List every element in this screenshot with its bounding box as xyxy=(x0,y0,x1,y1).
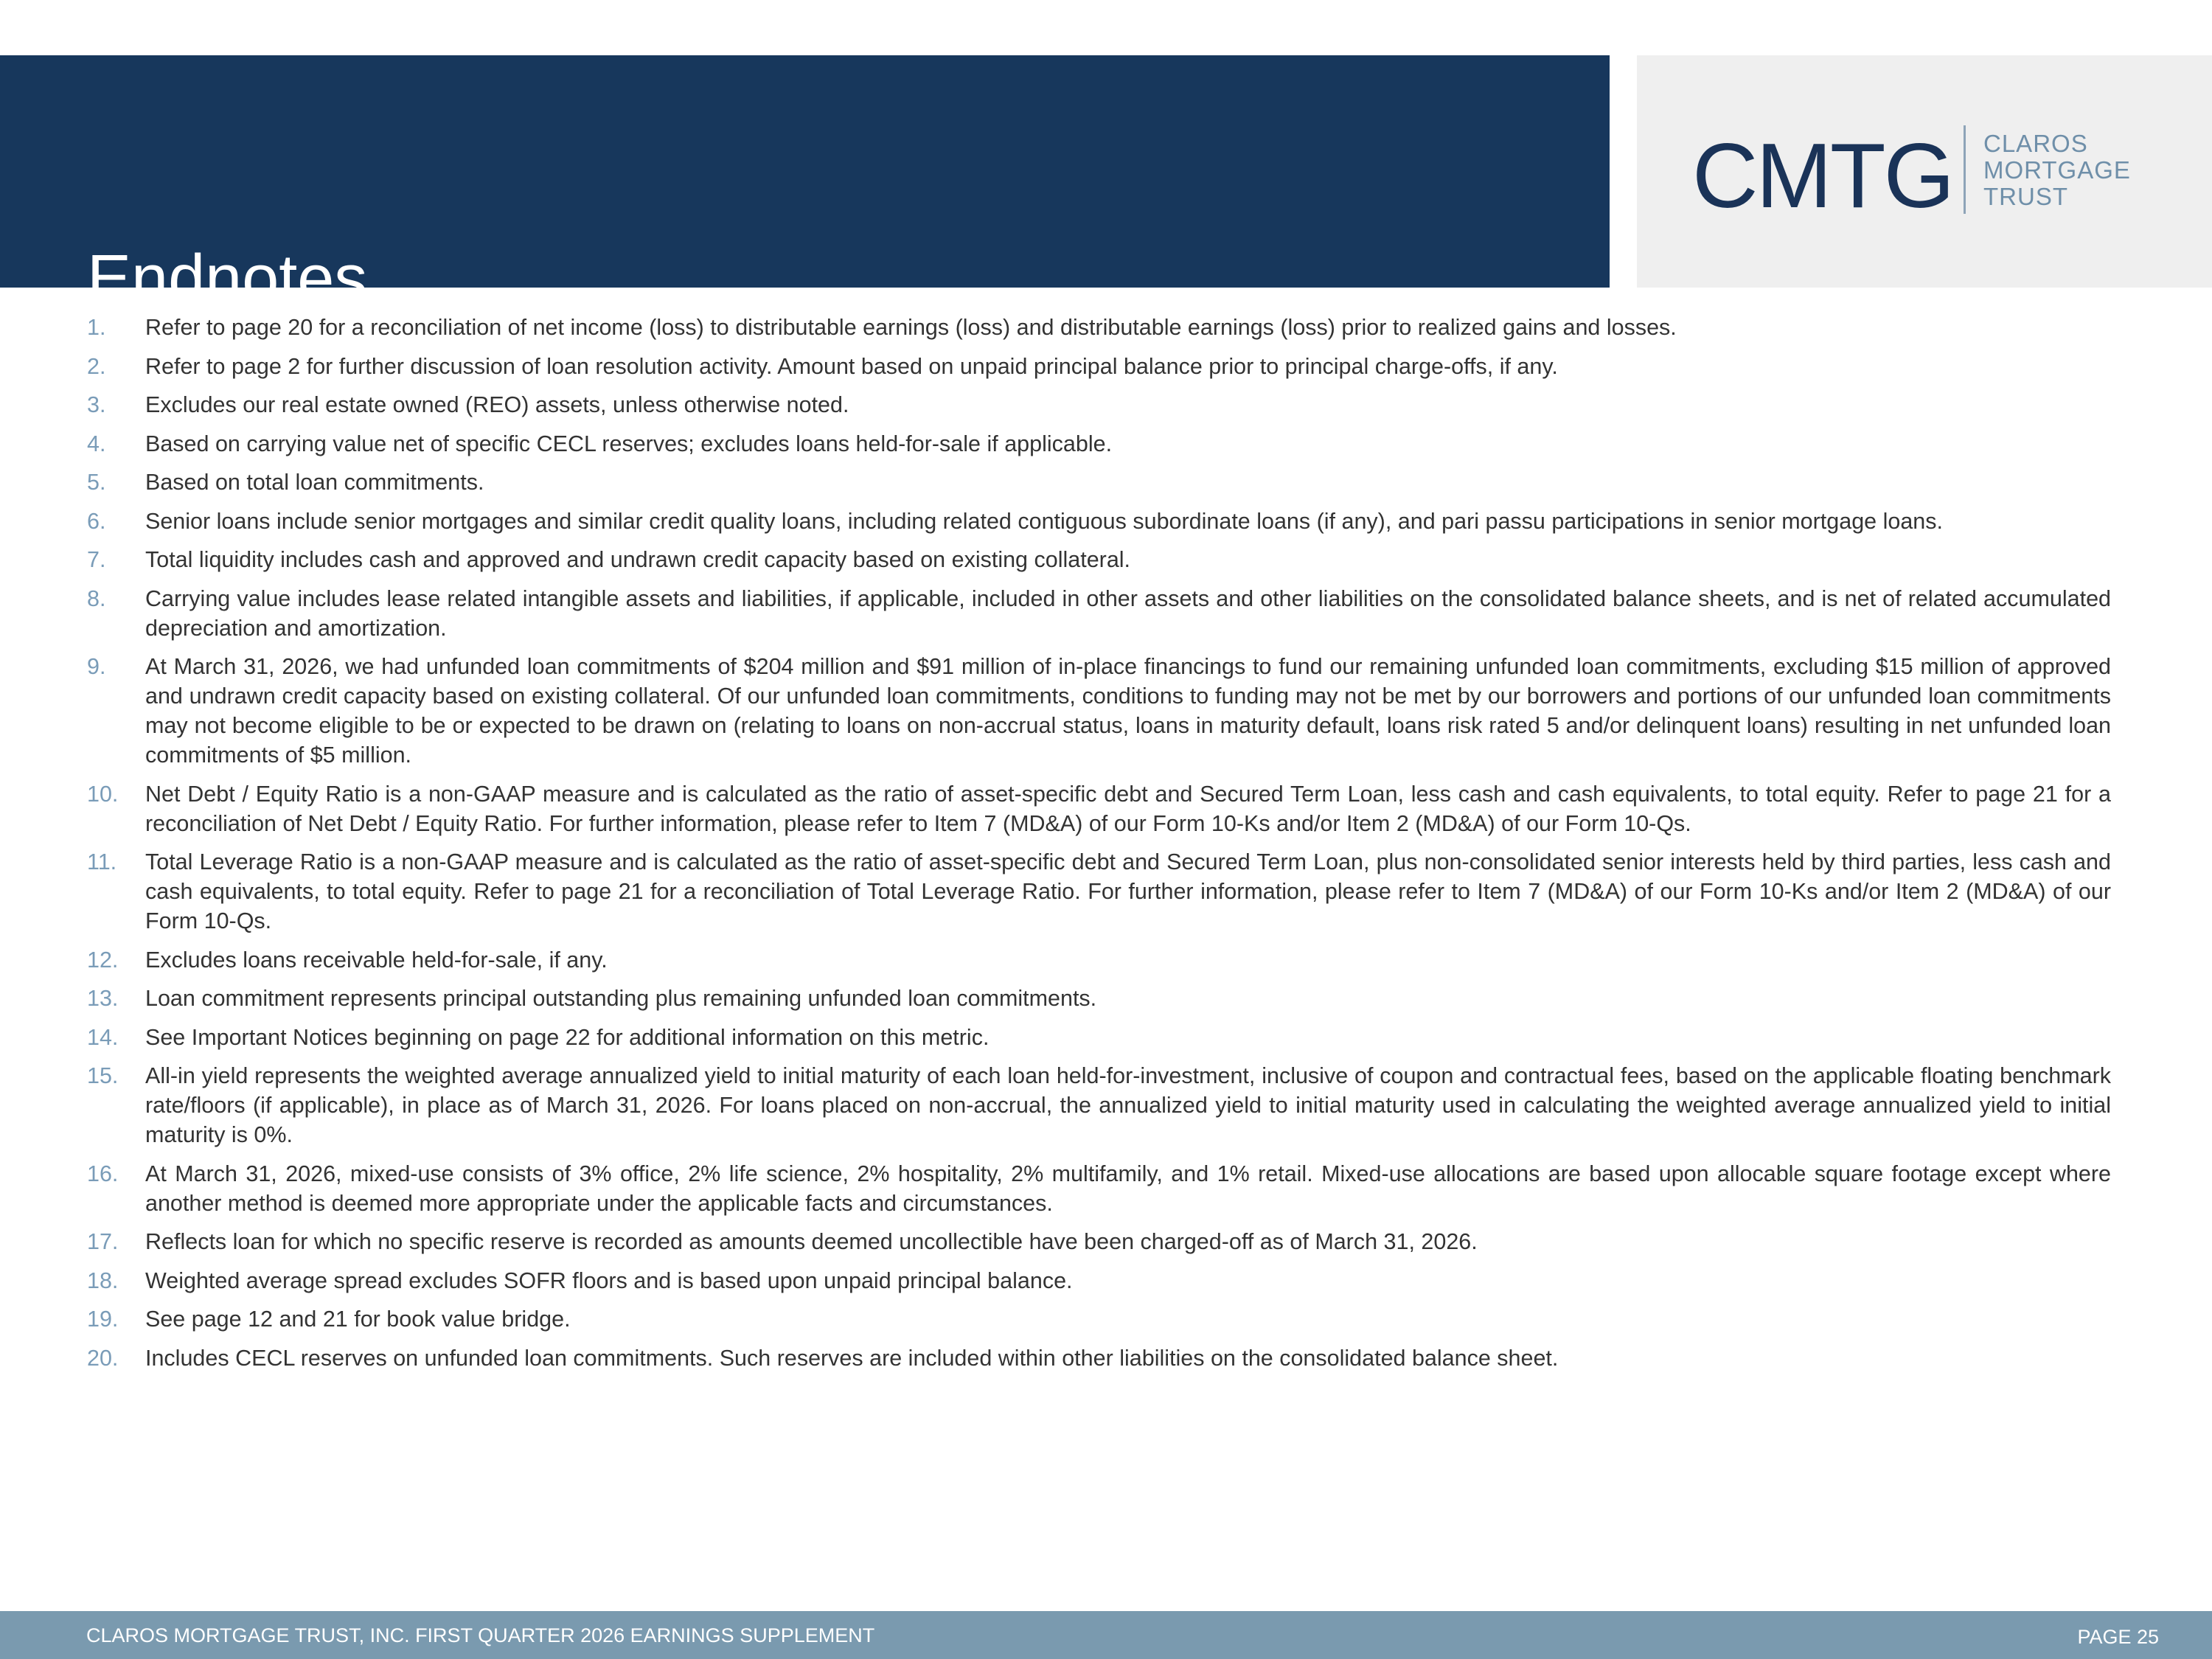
endnote-item xyxy=(87,429,2111,459)
endnote-text: See page 12 and 21 for book value bridge. xyxy=(145,1307,571,1332)
endnote-number: 11. xyxy=(87,849,117,874)
endnote-number: 1. xyxy=(87,315,106,340)
endnote-number: 4. xyxy=(87,431,106,456)
endnote-item xyxy=(87,390,2111,420)
endnote-number: 8. xyxy=(87,585,106,611)
endnote-item xyxy=(87,779,2111,838)
endnote-number: 13. xyxy=(87,986,119,1011)
endnote-number: 2. xyxy=(87,353,106,379)
logo-word-mortgage: MORTGAGE xyxy=(1983,156,2131,184)
endnote-number: 20. xyxy=(87,1345,119,1371)
endnote-item xyxy=(87,467,2111,497)
endnote-number: 14. xyxy=(87,1024,119,1050)
endnote-text: Refer to page 20 for a reconciliation of net income (loss) to distributable earnings (loss) and distributable earnings (loss) prior to realized gains and losses. xyxy=(145,315,1677,340)
endnote-item xyxy=(87,1159,2111,1218)
endnote-item xyxy=(87,1266,2111,1295)
endnote-text: Reflects loan for which no specific reserve is recorded as amounts deemed uncollectible have been charged-off as of March 31, 2026. xyxy=(145,1229,1478,1254)
endnote-number: 3. xyxy=(87,392,106,417)
logo-panel xyxy=(1637,55,2212,288)
footer-document-title: CLAROS MORTGAGE TRUST, INC. FIRST QUARTER 2026 EARNINGS SUPPLEMENT xyxy=(86,1624,875,1646)
endnote-text: Includes CECL reserves on unfunded loan commitments. Such reserves are included within other liabilities on the consolidated balance sheet. xyxy=(145,1345,1559,1371)
endnote-number: 10. xyxy=(87,781,119,807)
logo-mark: CMTG xyxy=(1692,125,1953,227)
endnote-number: 5. xyxy=(87,470,106,495)
endnote-item xyxy=(87,652,2111,770)
endnote-item xyxy=(87,584,2111,643)
endnote-text: Net Debt / Equity Ratio is a non-GAAP measure and is calculated as the ratio of asset-specific debt and Secured Term Loan, less cash and cash equivalents, to total equity. Refer to page 21 for a reconciliation of Net Debt / Equity Ratio. For further information, please refer to Item 7 (MD&A) of our Form 10-Ks and/or Item 2 (MD&A) of our Form 10-Qs. xyxy=(145,781,2111,836)
endnote-text: Senior loans include senior mortgages and similar credit quality loans, including related contiguous subordinate loans (if any), and pari passu participations in senior mortgage loans. xyxy=(145,508,1943,534)
endnote-item xyxy=(87,313,2111,342)
endnote-item xyxy=(87,1227,2111,1256)
endnote-text: Based on carrying value net of specific CECL reserves; excludes loans held-for-sale if applicable. xyxy=(145,431,1113,456)
endnote-text: Excludes our real estate owned (REO) assets, unless otherwise noted. xyxy=(145,392,849,417)
endnote-text: Loan commitment represents principal outstanding plus remaining unfunded loan commitments. xyxy=(145,986,1097,1011)
endnote-item xyxy=(87,352,2111,381)
endnote-item xyxy=(87,847,2111,936)
endnote-text: See Important Notices beginning on page 22 for additional information on this metric. xyxy=(145,1024,990,1050)
logo-wordmark xyxy=(1983,131,2131,210)
endnote-text: Weighted average spread excludes SOFR floors and is based upon unpaid principal balance. xyxy=(145,1267,1073,1293)
endnote-text: Based on total loan commitments. xyxy=(145,470,484,495)
endnotes-list xyxy=(87,313,2111,1382)
endnote-item xyxy=(87,984,2111,1013)
endnote-text: Excludes loans receivable held-for-sale, if any. xyxy=(145,947,608,973)
endnote-item xyxy=(87,1304,2111,1334)
logo-word-claros: CLAROS xyxy=(1983,130,2088,157)
endnote-item xyxy=(87,1023,2111,1052)
footer-band xyxy=(0,1611,2212,1659)
page-number: PAGE 25 xyxy=(2077,1626,2159,1648)
endnote-number: 6. xyxy=(87,508,106,534)
endnote-text: At March 31, 2026, mixed-use consists of 3% office, 2% life science, 2% hospitality, 2% multifamily, and 1% retail. Mixed-use allocations are based upon allocable square footage except where another method is deemed more appropriate under the applicable facts and circumstances. xyxy=(145,1161,2111,1216)
endnote-text: Refer to page 2 for further discussion of loan resolution activity. Amount based on unpaid principal balance prior to principal charge-offs, if any. xyxy=(145,353,1558,379)
endnote-number: 15. xyxy=(87,1063,119,1088)
endnote-text: All-in yield represents the weighted average annualized yield to initial maturity of each loan held-for-investment, inclusive of coupon and contractual fees, based on the applicable floating benchmark rate/floors (if applicable), in place as of March 31, 2026. For loans placed on non-accrual, the annualized yield to initial maturity used in calculating the weighted average annualized yield to initial maturity is 0%. xyxy=(145,1063,2111,1147)
endnote-text: Carrying value includes lease related intangible assets and liabilities, if applicable, included in other assets and other liabilities on the consolidated balance sheets, and is net of related accumulated depreciation and amortization. xyxy=(145,585,2111,641)
logo-word-trust: TRUST xyxy=(1983,183,2068,210)
endnote-text: At March 31, 2026, we had unfunded loan commitments of $204 million and $91 million of in-place financings to fund our remaining unfunded loan commitments, excluding $15 million of approved and undrawn credit capacity based on existing collateral. Of our unfunded loan commitments, conditions to funding may not be met by our borrowers and portions of our unfunded loan commitments may not become eligible to be or expected to be drawn on (relating to loans on non-accrual status, loans in maturity default, loans risk rated 5 and/or delinquent loans) resulting in net unfunded loan commitments of $5 million. xyxy=(145,654,2111,768)
endnote-item xyxy=(87,1343,2111,1373)
endnote-item xyxy=(87,1061,2111,1150)
endnote-item xyxy=(87,945,2111,975)
endnote-number: 9. xyxy=(87,654,106,679)
endnote-text: Total liquidity includes cash and approved and undrawn credit capacity based on existing collateral. xyxy=(145,547,1131,572)
endnote-item xyxy=(87,545,2111,574)
endnote-item xyxy=(87,507,2111,536)
page-title: Endnotes xyxy=(87,242,368,316)
endnote-number: 17. xyxy=(87,1229,119,1254)
endnote-number: 12. xyxy=(87,947,119,973)
endnote-number: 7. xyxy=(87,547,106,572)
endnote-text: Total Leverage Ratio is a non-GAAP measure and is calculated as the ratio of asset-specific debt and Secured Term Loan, plus non-consolidated senior interests held by third parties, less cash and cash equivalents, to total equity. Refer to page 21 for a reconciliation of Total Leverage Ratio. For further information, please refer to Item 7 (MD&A) of our Form 10-Ks and/or Item 2 (MD&A) of our Form 10-Qs. xyxy=(145,849,2111,933)
endnote-number: 19. xyxy=(87,1307,119,1332)
endnote-number: 16. xyxy=(87,1161,119,1186)
endnote-number: 18. xyxy=(87,1267,119,1293)
logo-divider xyxy=(1964,125,1966,214)
